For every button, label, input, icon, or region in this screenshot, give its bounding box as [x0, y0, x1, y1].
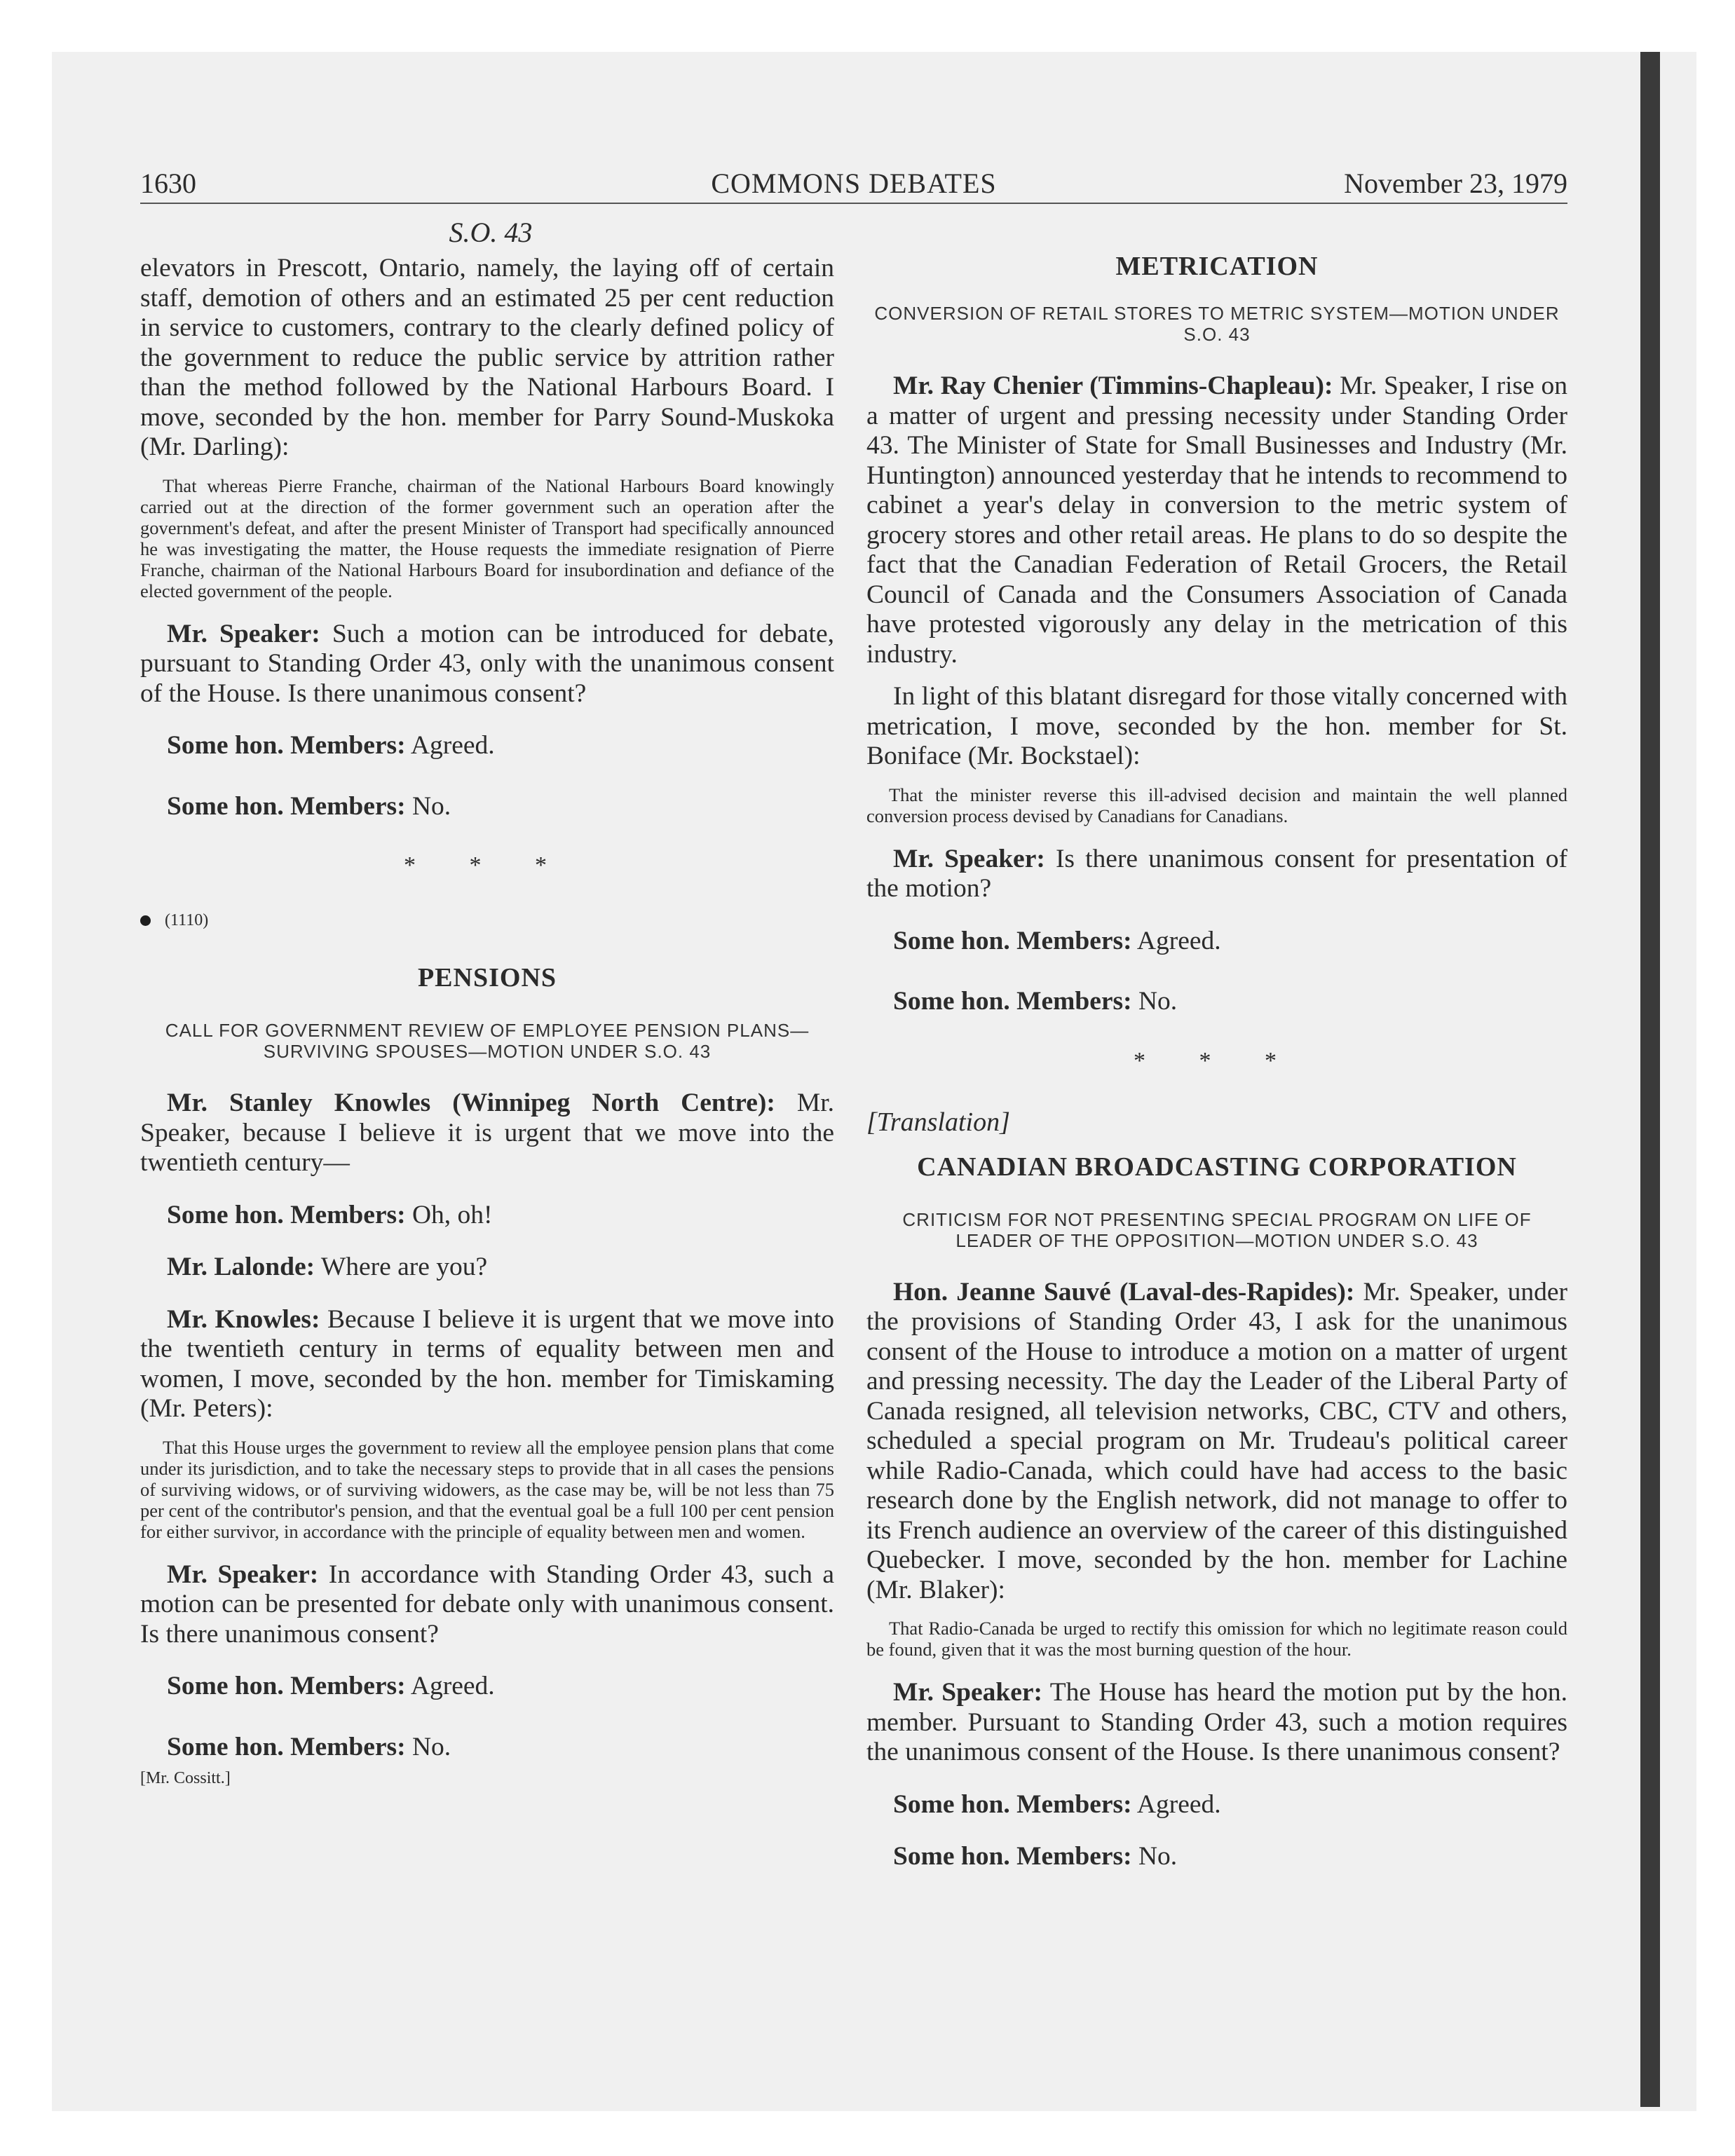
speaker-name: Mr. Speaker: — [167, 1560, 319, 1589]
header-rule — [140, 203, 1567, 204]
speech-text: No. — [405, 1732, 451, 1761]
page-date: November 23, 1979 — [1344, 168, 1567, 199]
interjection — [140, 792, 834, 822]
speaker-name: Some hon. Members: — [893, 1789, 1132, 1819]
speech — [866, 845, 1567, 904]
speech-text: Such a motion can be introduced for debate, pursuant to Standing Order 43, only with the unanimous consent of the House. Is there unanimous consent? — [140, 619, 834, 708]
speech-text: No. — [1131, 1842, 1178, 1871]
speech-text: Agreed. — [405, 731, 495, 760]
interjection — [866, 987, 1567, 1017]
binding-edge — [1640, 52, 1660, 2107]
speech-text: In accordance with Standing Order 43, such a motion can be presented for debate only with unanimous consent. Is there unanimous consent? — [140, 1560, 834, 1649]
page-header — [140, 167, 1567, 200]
speaker-name: Mr. Speaker: — [893, 1678, 1043, 1707]
speech-text: Agreed. — [1131, 926, 1221, 955]
section-separator: * * * — [1134, 1047, 1300, 1074]
standing-order-label: S.O. 43 — [449, 217, 533, 248]
speech — [866, 1278, 1567, 1606]
speech-text: Mr. Speaker, because I believe it is urgent that we move into the twentieth century— — [140, 1089, 834, 1177]
section-title: PENSIONS — [417, 963, 557, 992]
speech-text: Mr. Speaker, under the provisions of Standing Order 43, I ask for the unanimous consent of the House to introduce a motion on a matter of urgent and pressing necessity. The day the Leader of the Liberal Party of Canada resigned, all television networks, CBC, CTV and others, scheduled a special program on Mr. Trudeau's political career while Radio-Canada, which could have had access to the basic research done by the English network, did not manage to offer to its French audience an overview of the career of this distinguished Quebecker. I move, seconded by the hon. member for Lachine (Mr. Blaker): — [866, 1277, 1567, 1604]
interjection — [140, 1201, 834, 1231]
speaker-name: Some hon. Members: — [167, 791, 406, 821]
speaker-name: Some hon. Members: — [893, 987, 1132, 1016]
speech — [866, 1678, 1567, 1768]
section-title: METRICATION — [1115, 252, 1319, 281]
speaker-name: Mr. Knowles: — [167, 1304, 320, 1334]
speaker-name: Some hon. Members: — [167, 1732, 406, 1761]
page-number: 1630 — [140, 168, 196, 199]
speech-text: The House has heard the motion put by the hon. member. Pursuant to Standing Order 43, such a motion requires the unanimous consent of the House. Is there unanimous consent? — [866, 1678, 1567, 1766]
speech-text: Because I believe it is urgent that we move into the twentieth century in terms of equality between men and women, I move, seconded by the hon. member for Timiskaming (Mr. Peters): — [140, 1304, 834, 1423]
section-subtitle: CRITICISM FOR NOT PRESENTING SPECIAL PROGRAM ON LIFE OF LEADER OF THE OPPOSITION—MOTION UNDER S.O. 43 — [902, 1208, 1532, 1251]
interjection — [140, 1672, 834, 1702]
interjection — [140, 1733, 834, 1763]
speech — [140, 1305, 834, 1424]
speech-text: No. — [1131, 987, 1178, 1016]
interjection — [140, 1253, 834, 1283]
speech — [140, 1560, 834, 1650]
speech-text: Mr. Speaker, I rise on a matter of urgent and pressing necessity under Standing Order 43. The Minister of State for Small Businesses and Industry (Mr. Huntington) announced yesterday that he intends to recommend to cabinet a year's delay in conversion to the metric system of grocery stores and other retail areas. He plans to do so despite the fact that the Canadian Federation of Retail Grocers, the Retail Council of Canada and the Consumers Association of Canada have protested vigorously any delay in the metrication of this industry. — [866, 371, 1567, 669]
left-column — [140, 254, 834, 1788]
speaker-name: Some hon. Members: — [167, 1200, 406, 1229]
interjection — [866, 1842, 1567, 1872]
section-separator: * * * — [404, 852, 571, 878]
speech — [140, 620, 834, 709]
speech-continuation: In light of this blatant disregard for those vitally concerned with metrication, I move, seconded by the hon. member for St. Boniface (Mr. Bockstael): — [866, 682, 1567, 770]
speaker-name: Hon. Jeanne Sauvé (Laval-des-Rapides): — [893, 1277, 1355, 1306]
motion-text: That this House urges the government to review all the employee pension plans that come under its jurisdiction, and to take the necessary steps to provide that in all cases the pensions of surviving widows, or of surviving widowers, as the case may be, will be not less than 75 per cent of the contributor's pension, and that the eventual goal be a full 100 per cent pension for either survivor, in accordance with the principle of equality between men and women. — [140, 1436, 834, 1542]
speech — [866, 371, 1567, 669]
speaker-name: Some hon. Members: — [167, 1672, 406, 1700]
right-column — [866, 254, 1567, 1895]
speaker-name: Some hon. Members: — [893, 926, 1132, 955]
speech-text: Agreed. — [405, 1672, 495, 1700]
publication-title: COMMONS DEBATES — [711, 168, 997, 199]
interjection — [866, 1790, 1567, 1820]
speaker-name: Mr. Speaker: — [167, 619, 320, 648]
speech-text: Oh, oh! — [405, 1200, 493, 1229]
translation-note: [Translation] — [866, 1107, 1010, 1137]
speaker-name: Mr. Speaker: — [893, 844, 1045, 873]
speaker-name: Some hon. Members: — [167, 731, 406, 760]
time-marker-text: (1110) — [165, 911, 209, 929]
intro-paragraph: elevators in Prescott, Ontario, namely, the laying off of certain staff, demotion of others and an estimated 25 per cent reduction in service to customers, contrary to the clearly defined policy of the government to reduce the public service by attrition rather than the method followed by the National Harbours Board. I move, seconded by the hon. member for Parry Sound-Muskoka (Mr. Darling): — [140, 254, 834, 461]
bullet-icon — [140, 915, 151, 926]
speaker-name: Some hon. Members: — [893, 1842, 1132, 1871]
speech-text: No. — [405, 791, 451, 821]
motion-text: That the minister reverse this ill-advised decision and maintain the well planned conversion process devised by Canadians for Canadians. — [866, 784, 1567, 826]
speaker-name: Mr. Stanley Knowles (Winnipeg North Centre): — [167, 1089, 775, 1117]
section-subtitle: CONVERSION OF RETAIL STORES TO METRIC SYSTEM—MOTION UNDER S.O. 43 — [874, 303, 1560, 345]
motion-text: That whereas Pierre Franche, chairman of the National Harbours Board knowingly carried out at the direction of the former government such an operation after the government's defeat, and after the present Minister of Transport had specifically announced he was investigating the matter, the House requests the immediate resignation of Pierre Franche, chairman of the National Harbours Board for insubordination and defiance of the elected government of the people. — [140, 475, 834, 601]
page-footer: [Mr. Cossitt.] — [140, 1769, 231, 1787]
section-subtitle: CALL FOR GOVERNMENT REVIEW OF EMPLOYEE PENSION PLANS—SURVIVING SPOUSES—MOTION UNDER S.O. 43 — [165, 1020, 810, 1062]
speech-text: Where are you? — [315, 1253, 488, 1281]
time-marker — [140, 911, 834, 930]
motion-text: That Radio-Canada be urged to rectify this omission for which no legitimate reason could be found, given that it was the most burning question of the hour. — [866, 1618, 1567, 1660]
interjection — [140, 731, 834, 761]
speech-text: Agreed. — [1131, 1789, 1221, 1819]
interjection — [866, 927, 1567, 957]
section-title: CANADIAN BROADCASTING CORPORATION — [917, 1152, 1517, 1182]
speech-text: Is there unanimous consent for presentation of the motion? — [866, 844, 1567, 903]
speaker-name: Mr. Lalonde: — [167, 1253, 315, 1281]
speech — [140, 1089, 834, 1178]
speaker-name: Mr. Ray Chenier (Timmins-Chapleau): — [893, 371, 1333, 400]
